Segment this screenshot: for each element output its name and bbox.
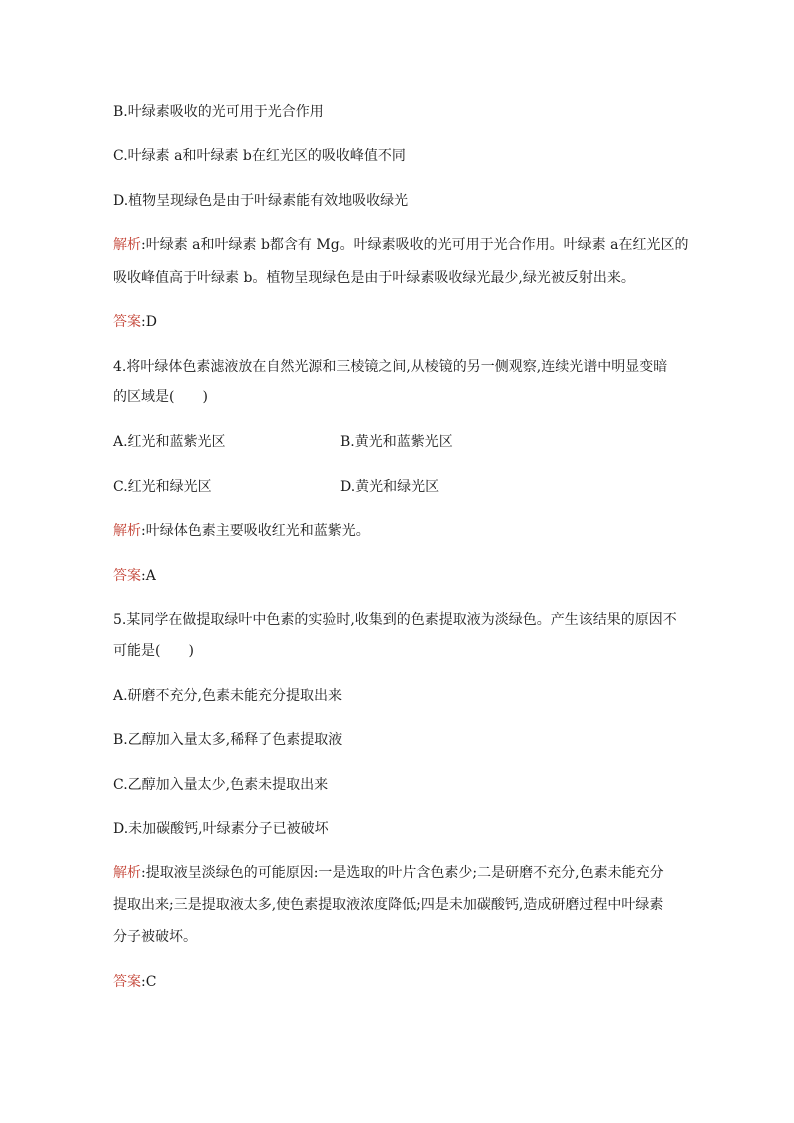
q5-analysis-line2: 提取出来;三是提取液太多,使色素提取液浓度降低;四是未加碳酸钙,造成研磨过程中叶绿素 <box>113 897 664 913</box>
q3-answer <box>113 312 157 332</box>
answer-value: :A <box>141 568 156 584</box>
q5-stem-line1: 5.某同学在做提取绿叶中色素的实验时,收集到的色素提取液为淡绿色。产生该结果的原因不 <box>113 612 677 628</box>
q4-option-d: D.黄光和绿光区 <box>340 479 440 495</box>
q5-stem-line2: 可能是( ) <box>113 643 194 659</box>
q4-stem-line1: 4.将叶绿体色素滤液放在自然光源和三棱镜之间,从棱镜的另一侧观察,连续光谱中明显变暗 <box>113 359 668 375</box>
answer-label: 答案 <box>113 974 141 990</box>
q4-answer <box>113 566 156 586</box>
answer-label: 答案 <box>113 568 141 584</box>
analysis-text: :叶绿素 a和叶绿素 b都含有 Mg。叶绿素吸收的光可用于光合作用。叶绿素 a在红光区的 <box>141 237 689 253</box>
analysis-text: :提取液呈淡绿色的可能原因:一是选取的叶片含色素少;二是研磨不充分,色素未能充分 <box>141 865 664 881</box>
q5-option-a: A.研磨不充分,色素未能充分提取出来 <box>113 688 343 704</box>
q4-option-c: C.红光和绿光区 <box>113 479 212 495</box>
analysis-label: 解析 <box>113 523 141 539</box>
q3-analysis-line1 <box>113 235 688 255</box>
q3-option-d: D.植物呈现绿色是由于叶绿素能有效地吸收绿光 <box>113 193 409 209</box>
answer-label: 答案 <box>113 314 141 330</box>
analysis-label: 解析 <box>113 237 141 253</box>
q4-option-a: A.红光和蓝紫光区 <box>113 434 226 450</box>
analysis-label: 解析 <box>113 865 141 881</box>
q4-stem-line2: 的区域是( ) <box>113 389 208 405</box>
analysis-text: :叶绿体色素主要吸收红光和蓝紫光。 <box>141 523 370 539</box>
q3-analysis-line2: 吸收峰值高于叶绿素 b。植物呈现绿色是由于叶绿素吸收绿光最少,绿光被反射出来。 <box>113 270 635 286</box>
q4-option-b: B.黄光和蓝紫光区 <box>340 434 453 450</box>
q5-answer <box>113 972 156 992</box>
q3-option-b: B.叶绿素吸收的光可用于光合作用 <box>113 104 324 120</box>
q5-analysis-line3: 分子被破坏。 <box>113 929 197 945</box>
q4-analysis <box>113 521 370 541</box>
q3-option-c: C.叶绿素 a和叶绿素 b在红光区的吸收峰值不同 <box>113 148 406 164</box>
q5-option-b: B.乙醇加入量太多,稀释了色素提取液 <box>113 732 343 748</box>
answer-value: :D <box>141 314 157 330</box>
q5-analysis-line1 <box>113 863 664 883</box>
q5-option-c: C.乙醇加入量太少,色素未提取出来 <box>113 777 329 793</box>
answer-value: :C <box>141 974 157 990</box>
q5-option-d: D.未加碳酸钙,叶绿素分子已被破坏 <box>113 821 329 837</box>
